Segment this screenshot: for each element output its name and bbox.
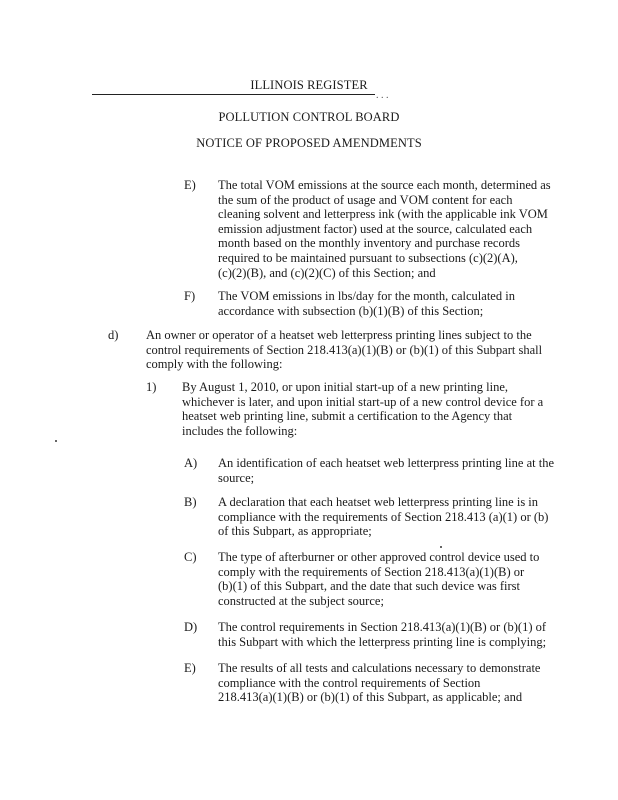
text-line: heatset web printing line, submit a certification to the Agency that	[182, 409, 513, 424]
text-line: comply with the following:	[146, 357, 283, 372]
text-line: this Subpart with which the letterpress printing line is complying;	[218, 634, 547, 649]
text-line: source;	[218, 470, 255, 485]
item-text-e	[218, 178, 551, 280]
board-title: POLLUTION CONTROL BOARD	[218, 110, 400, 124]
item-label-a: A)	[184, 456, 198, 470]
header-rule	[92, 94, 375, 95]
item-text-e2	[218, 661, 540, 705]
register-title: ILLINOIS REGISTER	[250, 78, 368, 92]
text-line: By August 1, 2010, or upon initial start-up of a new printing line,	[182, 380, 509, 394]
text-line: whichever is later, and upon initial start-up of a new control device for a	[182, 394, 544, 409]
text-line: (b)(1) of this Subpart, and the date that such device was first	[218, 579, 520, 594]
text-line: the sum of the product of usage and VOM content for each	[218, 192, 513, 207]
header-rule-dots: . . .	[376, 90, 389, 101]
item-label-e: E)	[184, 178, 196, 192]
item-label-d: d)	[108, 328, 119, 342]
text-line: cleaning solvent and letterpress ink (with the applicable ink VOM	[218, 207, 548, 222]
text-line: An identification of each heatset web letterpress printing line at the	[218, 456, 554, 470]
text-line: An owner or operator of a heatset web letterpress printing lines subject to the	[146, 328, 532, 342]
item-label-d1: 1)	[146, 380, 157, 394]
text-line: The control requirements in Section 218.413(a)(1)(B) or (b)(1) of	[218, 620, 547, 634]
text-line: accordance with subsection (b)(1)(B) of this Section;	[218, 303, 484, 318]
item-label-b: B)	[184, 495, 197, 509]
item-text-f	[218, 289, 515, 318]
text-line: of this Subpart, as appropriate;	[218, 524, 372, 539]
item-label-e2: E)	[184, 661, 196, 675]
text-line: A declaration that each heatset web letterpress printing line is in	[218, 495, 539, 509]
scan-speck	[55, 440, 57, 442]
item-text-d	[146, 328, 542, 372]
item-label-c: C)	[184, 550, 197, 564]
text-line: month based on the monthly inventory and purchase records	[218, 236, 521, 251]
text-line: control requirements of Section 218.413(a)(1)(B) or (b)(1) of this Subpart shall	[146, 342, 543, 357]
text-line: constructed at the subject source;	[218, 593, 384, 608]
text-line: 218.413(a)(1)(B) or (b)(1) of this Subpart, as applicable; and	[218, 690, 523, 705]
item-label-f: F)	[184, 289, 196, 303]
item-text-d-sub	[218, 620, 546, 649]
item-text-a	[218, 456, 554, 485]
text-line: The type of afterburner or other approved control device used to	[218, 550, 540, 564]
text-line: includes the following:	[182, 423, 298, 438]
text-line: The results of all tests and calculations necessary to demonstrate	[218, 661, 541, 675]
text-line: comply with the requirements of Section 218.413(a)(1)(B) or	[218, 564, 525, 579]
text-line: required to be maintained pursuant to subsections (c)(2)(A),	[218, 250, 518, 265]
text-line: compliance with the requirements of Section 218.413 (a)(1) or (b)	[218, 509, 549, 524]
item-text-c	[218, 550, 539, 608]
text-line: The VOM emissions in lbs/day for the month, calculated in	[218, 289, 515, 303]
item-label-d-sub: D)	[184, 620, 198, 634]
item-text-d1	[182, 380, 543, 438]
notice-title: NOTICE OF PROPOSED AMENDMENTS	[196, 136, 422, 150]
text-line: (c)(2)(B), and (c)(2)(C) of this Section; and	[218, 265, 436, 280]
text-line: The total VOM emissions at the source each month, determined as	[218, 178, 551, 192]
scan-speck	[440, 546, 442, 548]
text-line: emission adjustment factor) used at the source, calculated each	[218, 221, 533, 236]
text-line: compliance with the control requirements of Section	[218, 675, 481, 690]
item-text-b	[218, 495, 548, 539]
